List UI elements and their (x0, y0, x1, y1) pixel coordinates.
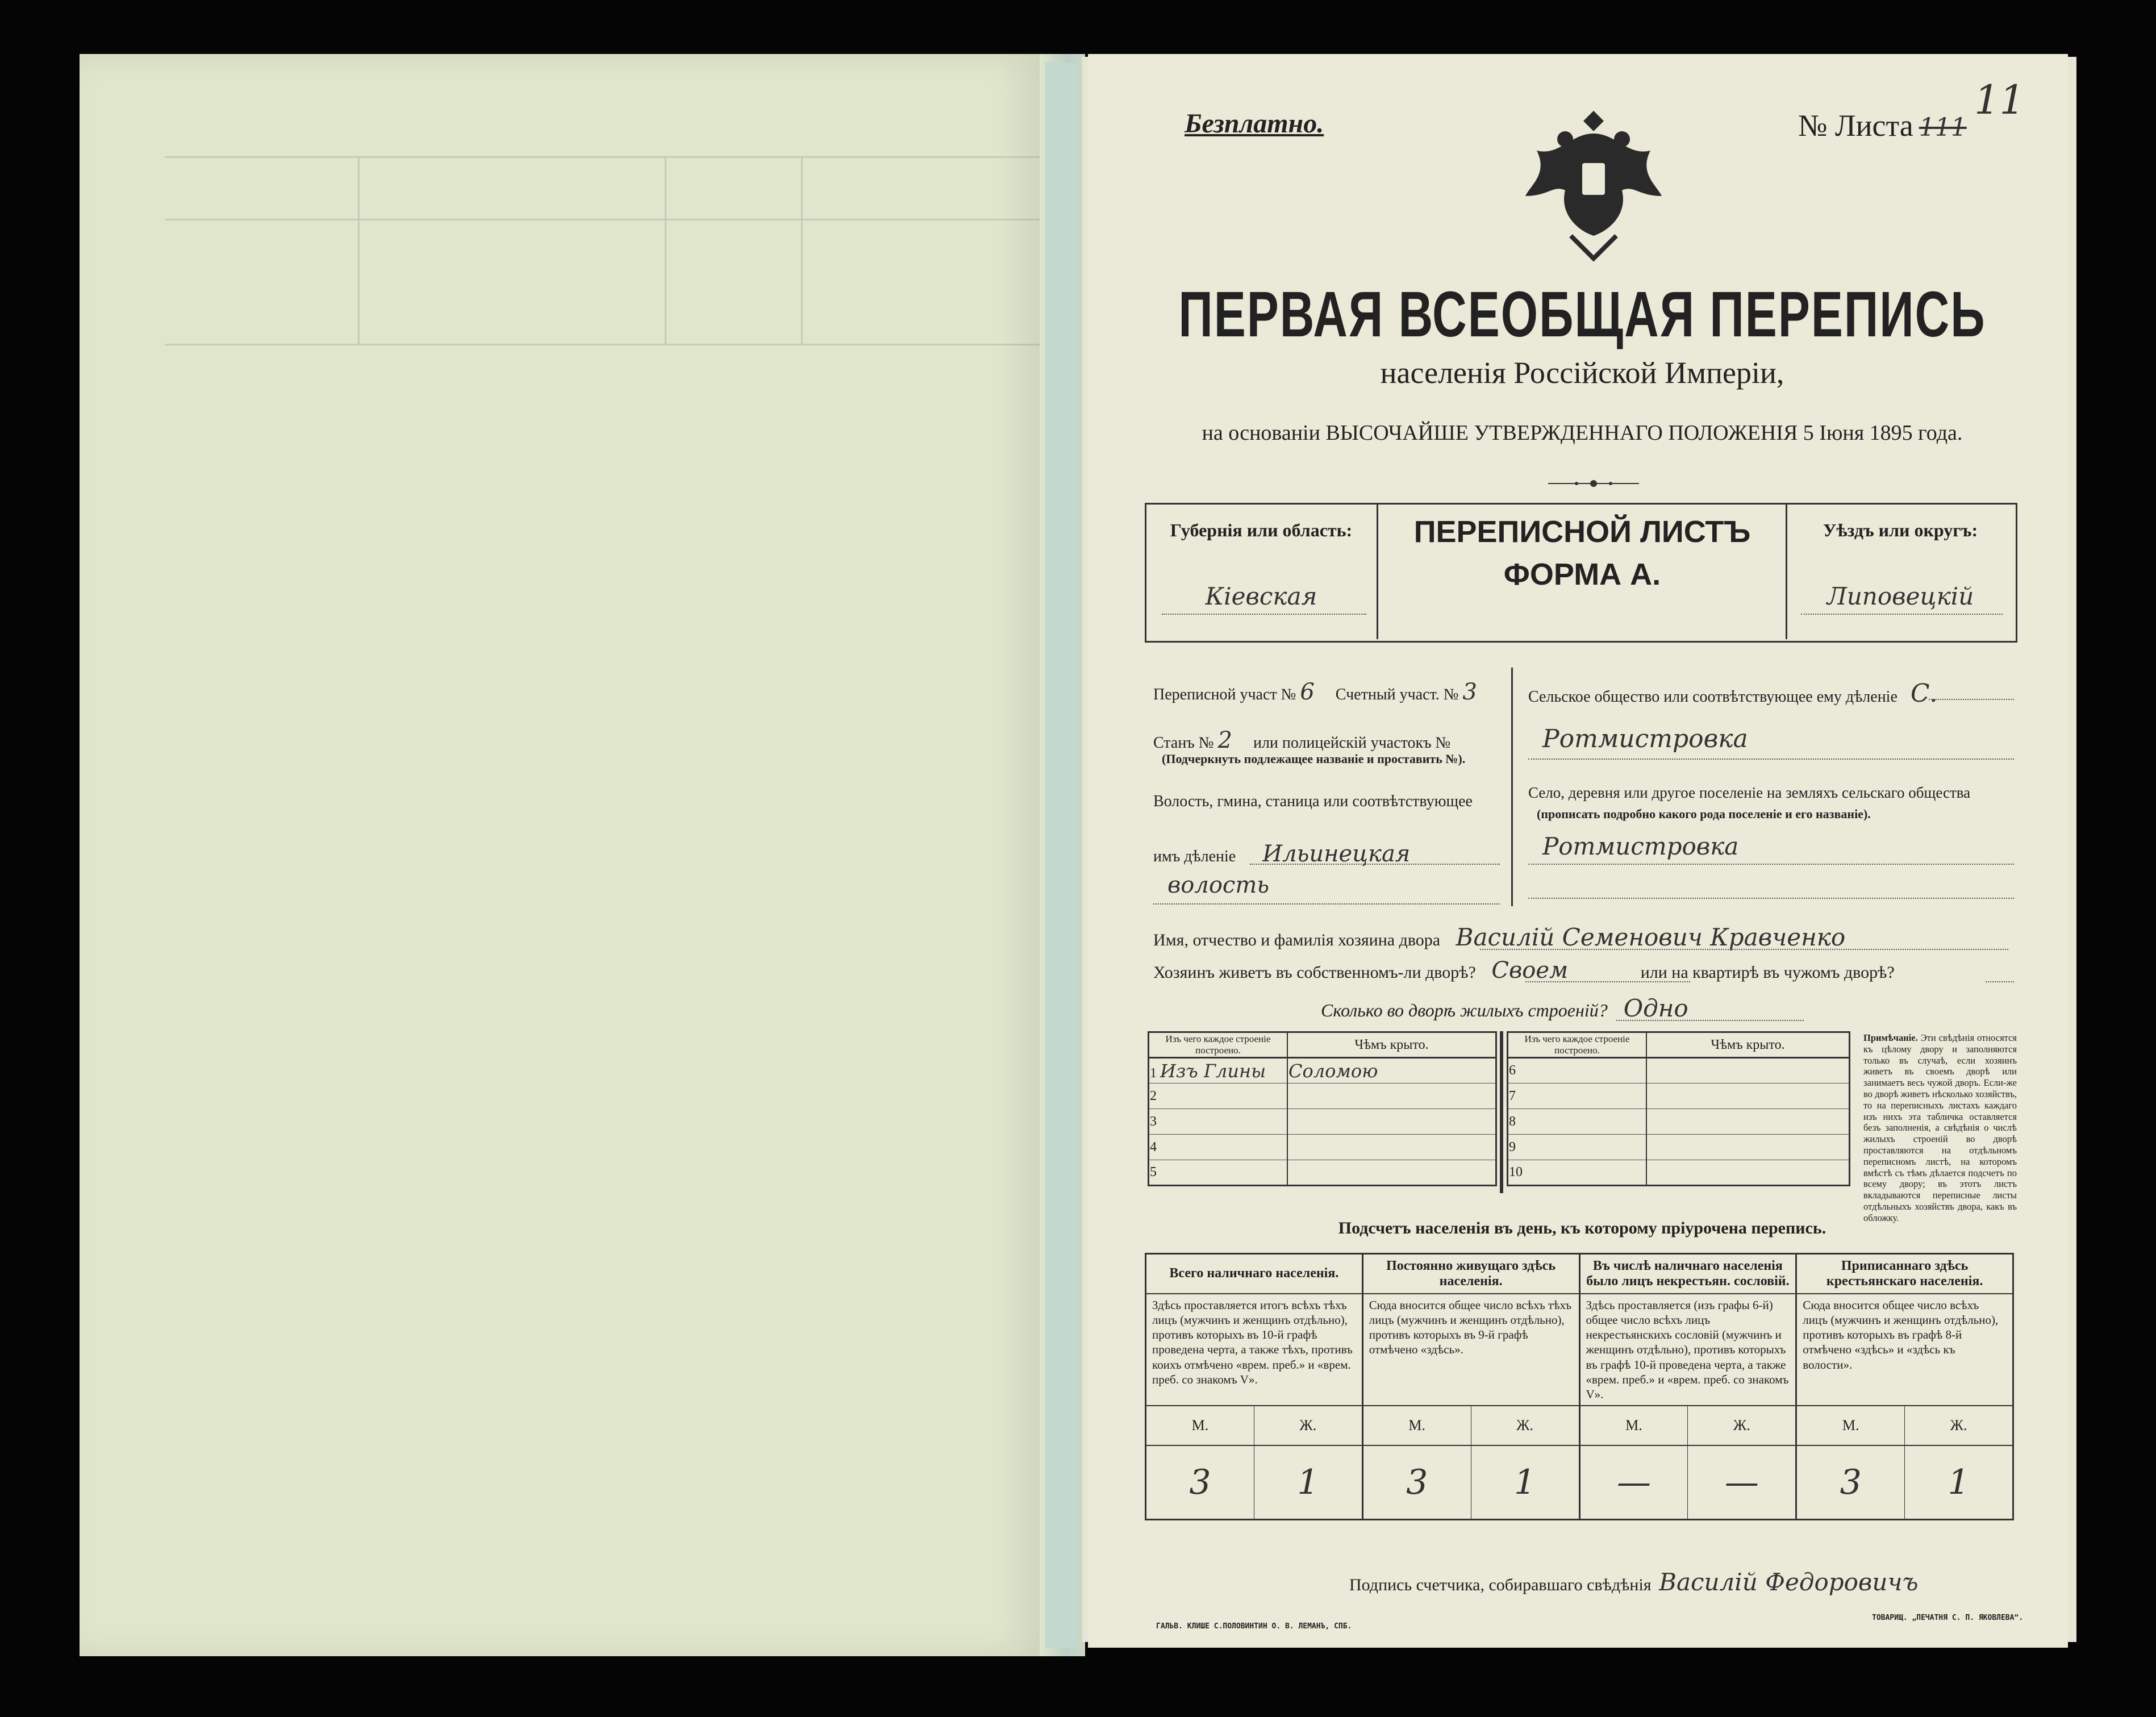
lives-value: Своем (1491, 957, 1569, 983)
form-title: ПЕРЕПИСНОЙ ЛИСТЪ (1413, 515, 1751, 549)
left-page (80, 54, 1040, 1656)
count-heading: Подсчетъ населенія въ день, къ которому пріурочена перепись. (1338, 1219, 1826, 1237)
row-number: 4 (1149, 1135, 1288, 1160)
sheet-number-label: № Листа (1798, 109, 1913, 143)
sheet-number-crossed: 111 (1919, 113, 1967, 142)
count-value-m: 3 (1146, 1445, 1254, 1519)
owner-value: Василій Семенович Кравченко (1456, 923, 1846, 951)
obshchestvo-value-1: С. (1910, 679, 1938, 708)
count-value-zh: 1 (1948, 1462, 1970, 1502)
count-value-zh: 1 (1471, 1445, 1579, 1519)
buildings-table-left (1148, 1031, 1497, 1186)
row-number: 8 (1508, 1109, 1647, 1135)
signature-value: Василій Федоровичъ (1659, 1568, 1919, 1596)
printer-credit-right: ТОВАРИЩ. „ПЕЧАТНЯ С. П. ЯКОВЛЕВА“. (1872, 1614, 2024, 1622)
census-subtitle: населенія Россійской Имперіи, (1380, 356, 1784, 390)
volost-label-1: Волость, гмина, станица или соотвѣтствующее (1153, 793, 1473, 810)
count-col-desc: Сюда вносится общее число всѣхъ лицъ (мужчинъ и женщинъ отдѣльно), противъ которыхъ въ графѣ 8-й отмѣчено «здѣсь» и «здѣсь къ волости». (1803, 1298, 1999, 1372)
count-value-zh: — (1688, 1445, 1796, 1519)
row-number: 2 (1149, 1083, 1288, 1109)
census-form-page (1088, 54, 2068, 1648)
double-headed-eagle-emblem (1514, 99, 1673, 270)
lives-label: Хозяинъ живетъ въ собственномъ-ли дворѣ? (1153, 963, 1476, 982)
count-col-desc: Сюда вносится общее число всѣхъ тѣхъ лицъ (мужчинъ и женщинъ отдѣльно), противъ которыхъ въ 9-й графѣ отмѣчено «здѣсь». (1362, 1294, 1579, 1406)
population-count-table (1145, 1253, 2014, 1520)
buildings-label: Сколько во дворѣ жилыхъ строеній? (1321, 1000, 1608, 1020)
row-number: 10 (1508, 1160, 1647, 1186)
count-col-title: Всего наличнаго населенія. (1146, 1254, 1363, 1294)
count-value-m: 3 (1362, 1445, 1471, 1519)
sheet-number-value: 11 (1974, 77, 2025, 123)
zh-label: Ж. (1254, 1406, 1362, 1445)
gubernia-value: Кіевская (1205, 582, 1317, 610)
count-col-title: Постоянно живущаго здѣсь населенія. (1362, 1254, 1579, 1294)
count-value-m: 3 (1796, 1445, 1905, 1519)
obshchestvo-label: Сельское общество или соотвѣтствующее ему дѣленіе (1528, 688, 1898, 706)
bleed-through-table (165, 156, 1040, 344)
note-block (1863, 1032, 2017, 1224)
owner-label: Имя, отчество и фамилія хозяина двора (1153, 931, 1441, 949)
zh-label: Ж. (1950, 1417, 1967, 1434)
uchastok-value: 6 (1300, 679, 1315, 705)
free-label: Безплатно. (1185, 109, 1324, 139)
count-col-desc: Здѣсь проставляется (изъ графы 6-й) общее число всѣхъ лицъ некрестьянскихъ сословій (мужчинъ и женщинъ отдѣльно), противъ которыхъ въ графѣ 10-й проведена черта, а также «врем. преб.» и «врем. преб. со знакомъ V». (1579, 1294, 1796, 1406)
row-number: 5 (1149, 1160, 1288, 1186)
note-title: Примѣчаніе. (1863, 1032, 1918, 1043)
count-value-zh: 1 (1254, 1445, 1362, 1519)
binding-tape (1045, 62, 1077, 1648)
m-label: М. (1579, 1406, 1688, 1445)
selo-label-2: (прописать подробно какого рода поселеніе и его названіе). (1537, 807, 1871, 821)
police-note: (Подчеркнуть подлежащее названіе и проставить №). (1162, 752, 1466, 766)
ornament-divider (1548, 479, 1639, 488)
stan-label: Станъ № (1153, 734, 1214, 752)
zh-label: Ж. (1688, 1406, 1796, 1445)
buildings-value: Одно (1623, 994, 1688, 1022)
row-number: 1 (1150, 1065, 1157, 1081)
row-number: 6 (1508, 1058, 1647, 1083)
schetny-value: 3 (1462, 679, 1477, 705)
count-col-desc: Здѣсь проставляется итогъ всѣхъ тѣхъ лицъ (мужчинъ и женщинъ отдѣльно), противъ которыхъ въ 10-й графѣ проведена черта, а также тѣхъ, противъ коихъ отмѣчено «врем. преб.» и «врем. преб. со знакомъ V». (1146, 1294, 1363, 1406)
police-label: или полицейскій участокъ № (1253, 734, 1451, 752)
volost-label-2: имъ дѣленіе (1153, 848, 1236, 865)
form-subtitle: ФОРМА А. (1503, 557, 1661, 591)
count-col-title: Въ числѣ наличнаго населенія было лицъ некрестьян. сословій. (1579, 1254, 1796, 1294)
count-col-title: Приписаннаго здѣсь крестьянскаго населенія. (1826, 1258, 1983, 1289)
printer-credit-left: ГАЛЬВ. КЛИШЕ С.ПОЛОВИНТИН О. В. ЛЕМАНЪ, СПБ. (1156, 1622, 1352, 1631)
count-value-m: — (1579, 1445, 1688, 1519)
roof-header: Чѣмъ крыто. (1711, 1037, 1785, 1052)
apartment-label: или на квартирѣ въ чужомъ дворѣ? (1640, 963, 1895, 982)
uchastok-label: Переписной участ № (1153, 686, 1296, 703)
selo-label-1: Село, деревня или другое поселеніе на земляхъ сельскаго общества (1528, 784, 1971, 801)
material-header: Изъ чего каждое строеніе построено. (1149, 1032, 1288, 1058)
schetny-label: Счетный участ. № (1335, 686, 1459, 703)
uezd-value: Липовецкій (1826, 582, 1974, 610)
obshchestvo-value-2: Ротмистровка (1542, 724, 1748, 753)
note-text: Эти свѣдѣнія относятся къ цѣлому двору и заполняются только въ случаѣ, если хозяинъ живетъ въ своемъ дворѣ или занимаетъ весь чужой дворъ. Если-же во дворѣ живетъ нѣсколько хозяйствъ, то на переписныхъ листахъ каждаго изъ нихъ эта табличка оставляется безъ заполненія, а свѣдѣнія о числѣ жилыхъ строеній во дворѣ проставляются на отдѣльномъ переписномъ листѣ, на которомъ вмѣстѣ съ тѣмъ дѣлается подсчетъ по всему двору; въ этотъ листъ вкладываются переписные листы отдѣльныхъ хозяйствъ двора, какъ въ обложку. (1863, 1032, 2017, 1223)
signature-label: Подпись счетчика, собиравшаго свѣдѣнія (1349, 1576, 1652, 1594)
row-material: Изъ Глины (1160, 1060, 1266, 1082)
stan-value: 2 (1217, 727, 1232, 753)
census-title: ПЕРВАЯ ВСЕОБЩАЯ ПЕРЕПИСЬ (1178, 278, 1986, 351)
census-basis: на основаніи ВЫСОЧАЙШЕ УТВЕРЖДЕННАГО ПОЛОЖЕНІЯ 5 Іюня 1895 года. (1202, 421, 1963, 445)
material-header: Изъ чего каждое строеніе построено. (1508, 1032, 1647, 1058)
volost-value-2: волость (1167, 872, 1270, 898)
zh-label: Ж. (1471, 1406, 1579, 1445)
gubernia-label: Губернія или область: (1170, 520, 1353, 540)
m-label: М. (1796, 1406, 1905, 1445)
volost-value-1: Ильинецкая (1262, 841, 1411, 867)
m-label: М. (1362, 1406, 1471, 1445)
row-number: 7 (1508, 1083, 1647, 1109)
row-number: 9 (1508, 1135, 1647, 1160)
buildings-table-right (1507, 1031, 1850, 1186)
roof-header: Чѣмъ крыто. (1354, 1037, 1429, 1052)
selo-value: Ротмистровка (1542, 832, 1739, 860)
row-number: 3 (1149, 1109, 1288, 1135)
row-roof: Соломою (1288, 1060, 1378, 1082)
uezd-label: Уѣздъ или округъ: (1823, 520, 1978, 540)
m-label: М. (1146, 1406, 1254, 1445)
